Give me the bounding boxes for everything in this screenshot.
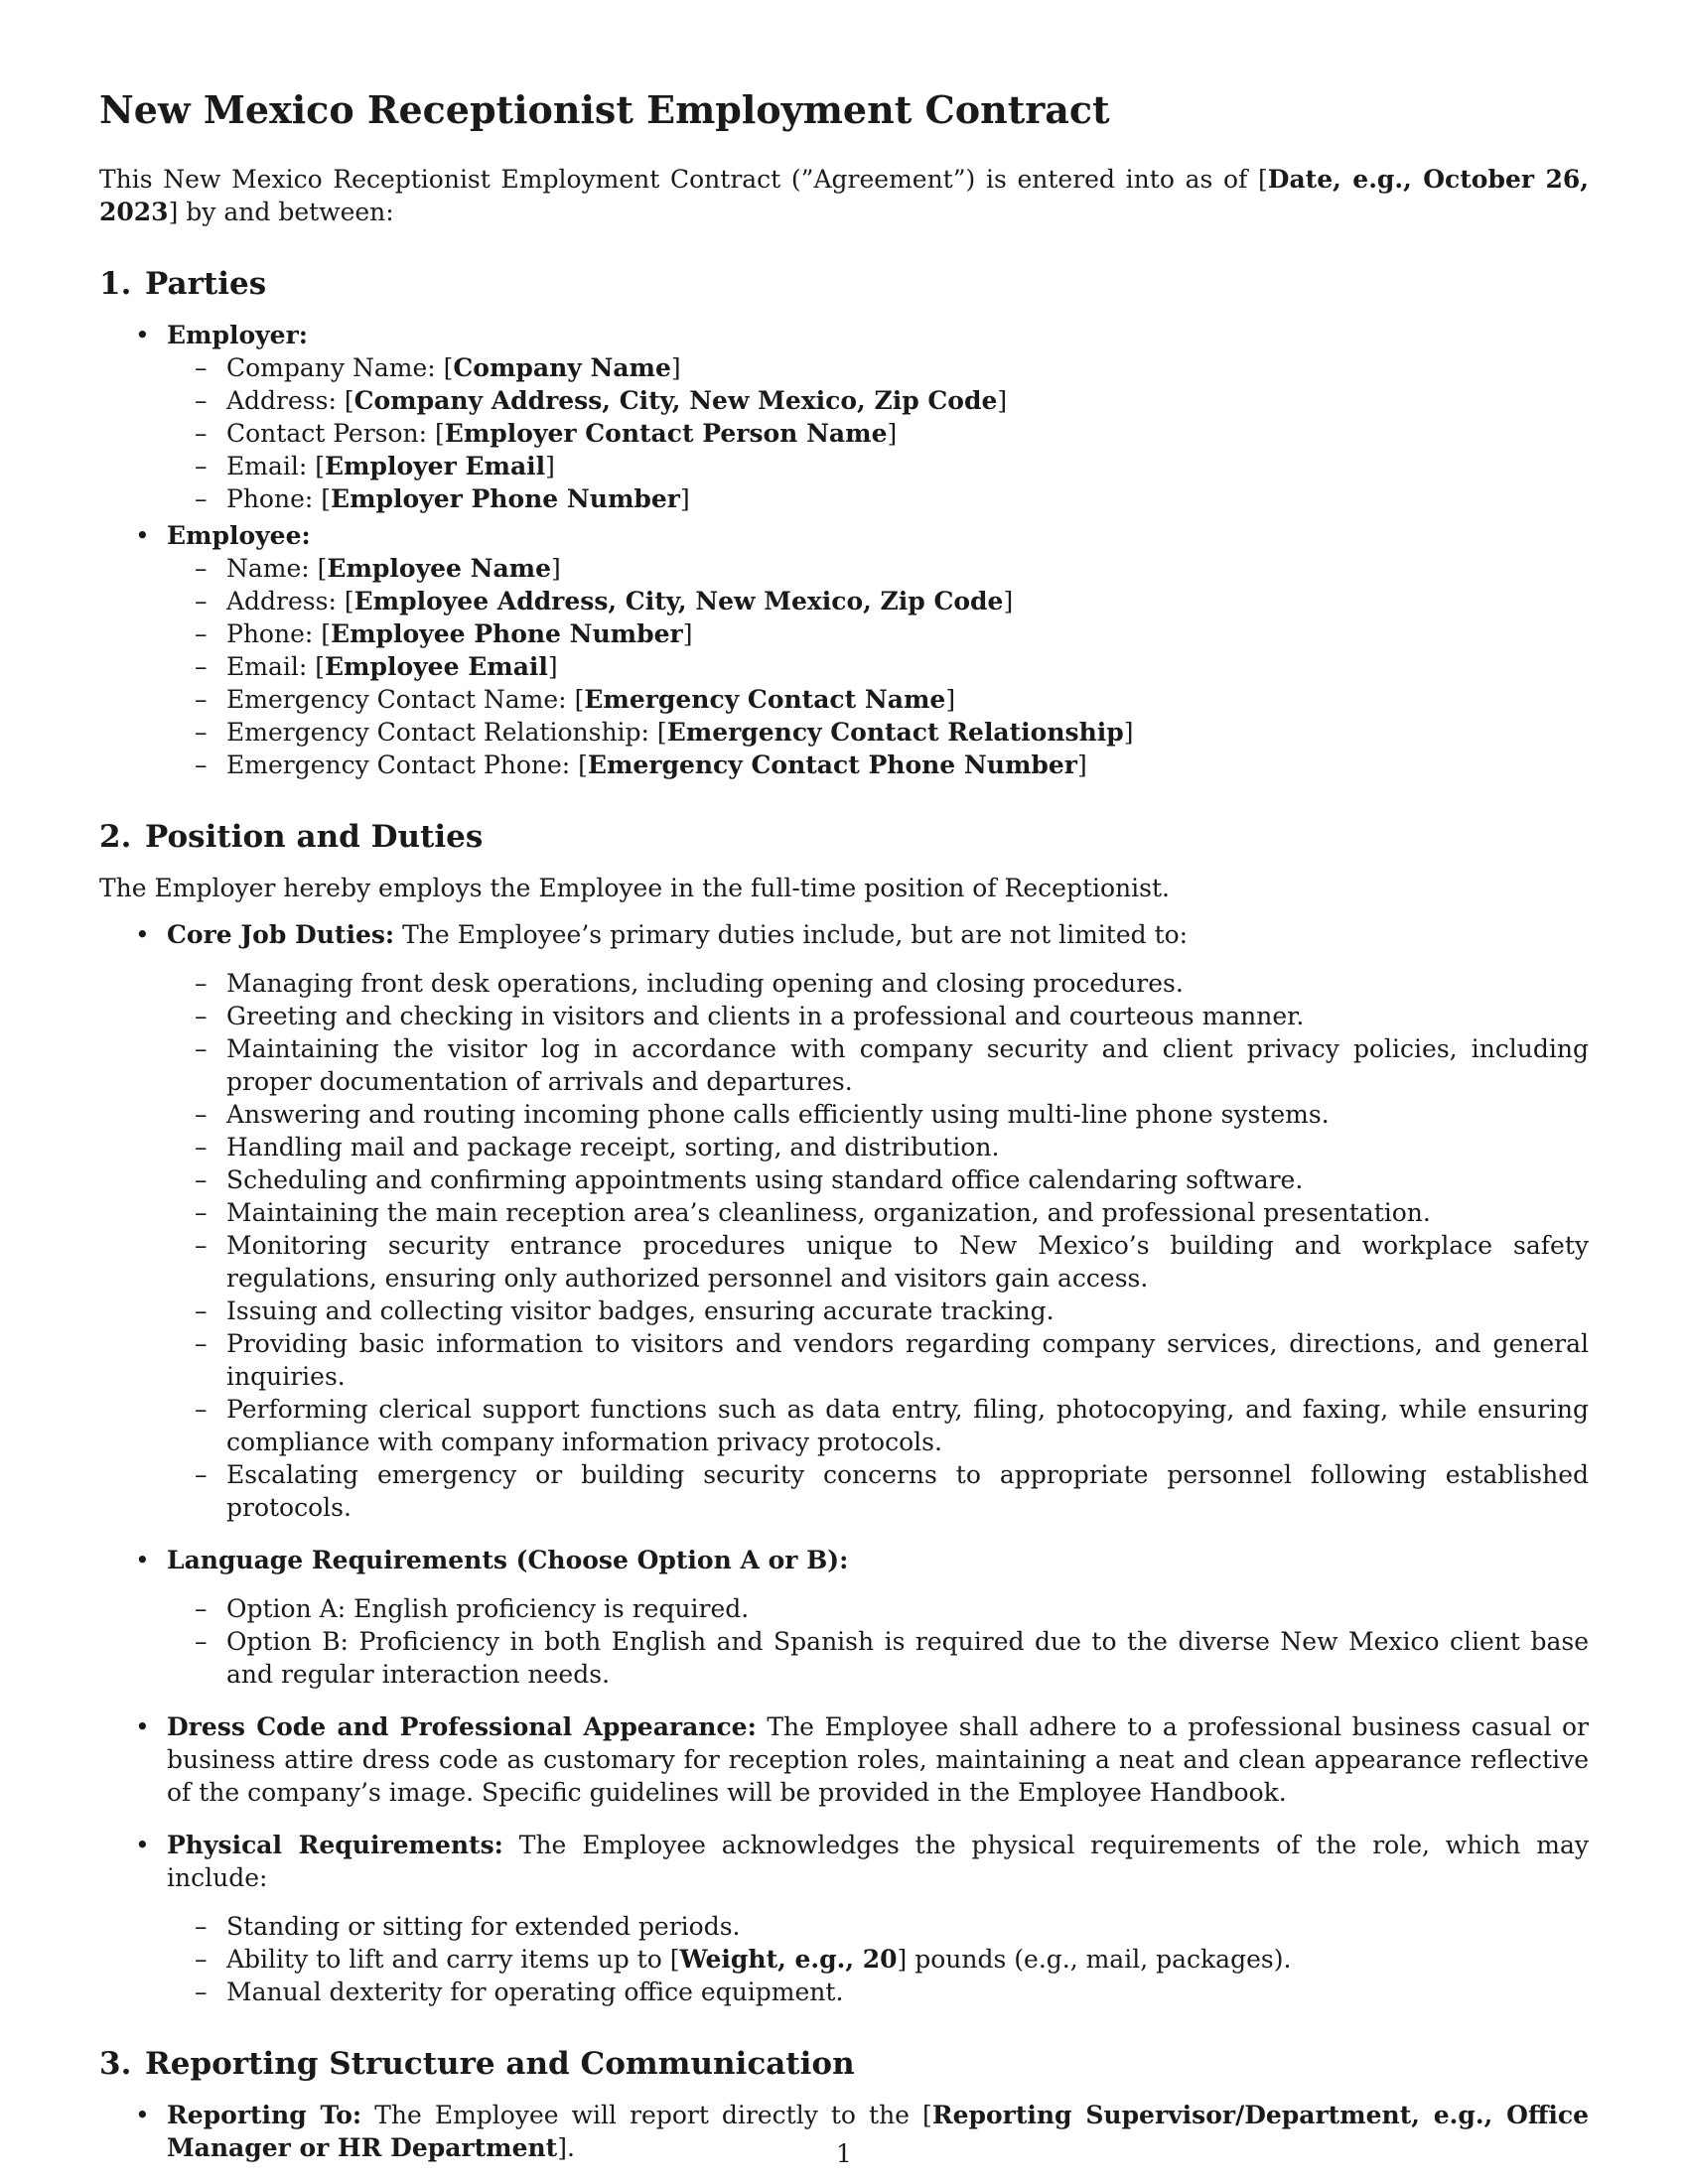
core-duties-text: The Employee’s primary duties include, but are not limited to: — [394, 919, 1189, 949]
field-label: Address: — [226, 385, 345, 415]
list-item: – Answering and routing incoming phone calls efficiently using multi-line phone systems. — [226, 1098, 1589, 1131]
physical-text: The Employee acknowledges the physical requirements of the role, which may include: — [167, 1830, 1589, 1892]
list-item: – Issuing and collecting visitor badges, ensuring accurate tracking. — [226, 1295, 1589, 1327]
list-item: – Standing or sitting for extended periods. — [226, 1910, 1589, 1943]
list-item: – Scheduling and confirming appointments using standard office calendaring software. — [226, 1163, 1589, 1196]
list-item: – Ability to lift and carry items up to [Weight, e.g., 20] pounds (e.g., mail, packages). — [226, 1943, 1589, 1976]
list-item: – Greeting and checking in visitors and clients in a professional and courteous manner. — [226, 1000, 1589, 1032]
physical-list — [167, 1910, 1589, 2008]
employee-label: Employee: — [167, 520, 311, 550]
list-item: – Monitoring security entrance procedures unique to New Mexico’s building and workplace safety regulations, ensuring only authorized personnel and visitors gain access. — [226, 1229, 1589, 1295]
list-item: – Handling mail and package receipt, sorting, and distribution. — [226, 1131, 1589, 1163]
list-item: – Emergency Contact Phone: [Emergency Contact Phone Number] — [226, 749, 1589, 781]
reporting-item: • Reporting To: The Employee will report directly to the [Reporting Supervisor/Department, e.g., Office Manager or HR Department]. — [167, 2099, 1589, 2164]
field-label: Phone: — [226, 618, 322, 648]
page-number: 1 — [836, 2139, 852, 2168]
section-number: 2. — [99, 818, 132, 855]
core-duties-list — [167, 967, 1589, 1524]
field-placeholder: Employer Email — [325, 451, 546, 480]
field-label: Emergency Contact Name: — [226, 684, 575, 714]
list-item: – Phone: [Employee Phone Number] — [226, 617, 1589, 650]
date-placeholder: Date, e.g., October 26, 2023 — [99, 164, 1589, 226]
list-item: – Address: [Employee Address, City, New Mexico, Zip Code] — [226, 585, 1589, 617]
field-label: Emergency Contact Relationship: — [226, 717, 657, 747]
list-item: – Option A: English proficiency is required. — [226, 1592, 1589, 1625]
field-label: Phone: — [226, 483, 322, 513]
field-placeholder: Emergency Contact Name — [584, 684, 946, 714]
list-item: – Address: [Company Address, City, New Mexico, Zip Code] — [226, 384, 1589, 417]
employer-item — [167, 319, 1589, 515]
core-duties-item — [167, 918, 1589, 1524]
section-number: 3. — [99, 2045, 132, 2082]
employer-label: Employer: — [167, 320, 308, 349]
parties-list — [99, 319, 1589, 781]
reporting-label: Reporting To: — [167, 2101, 362, 2130]
field-label: Email: — [226, 651, 316, 681]
field-placeholder: Emergency Contact Phone Number — [587, 750, 1077, 779]
list-item: – Maintaining the visitor log in accordance with company security and client privacy policies, including proper documentation of arrivals and departures. — [226, 1032, 1589, 1098]
intro-text-end: by and between: — [178, 197, 394, 226]
field-placeholder: Emergency Contact Relationship — [666, 717, 1124, 747]
physical-label: Physical Requirements: — [167, 1830, 503, 1859]
section-title: Parties — [145, 265, 267, 302]
dress-code-text: The Employee shall adhere to a professional business casual or business attire dress code as customary for reception roles, maintaining a neat and clean appearance reflective of the company’s image. Specific guidelines will be provided in the Employee Handbook. — [167, 1711, 1589, 1807]
field-placeholder: Employee Phone Number — [331, 618, 683, 648]
physical-item — [167, 1829, 1589, 2008]
list-item: – Option B: Proficiency in both English and Spanish is required due to the diverse New Mexico client base and regular interaction needs. — [226, 1625, 1589, 1691]
field-placeholder: Employee Email — [325, 651, 548, 681]
position-list — [99, 918, 1589, 2008]
list-item: – Escalating emergency or building security concerns to appropriate personnel following established protocols. — [226, 1458, 1589, 1524]
field-label: Contact Person: — [226, 418, 436, 448]
list-item: – Performing clerical support functions such as data entry, filing, photocopying, and faxing, while ensuring compliance with company information privacy protocols. — [226, 1393, 1589, 1458]
section-heading-position — [99, 819, 1589, 856]
language-options — [167, 1592, 1589, 1691]
list-item: – Company Name: [Company Name] — [226, 351, 1589, 384]
list-text: pounds (e.g., mail, packages). — [907, 1944, 1292, 1974]
list-item: – Emergency Contact Relationship: [Emergency Contact Relationship] — [226, 716, 1589, 749]
weight-placeholder: Weight, e.g., 20 — [679, 1944, 898, 1974]
list-item: – Managing front desk operations, including opening and closing procedures. — [226, 967, 1589, 1000]
field-placeholder: Company Name — [453, 352, 671, 382]
field-label: Email: — [226, 451, 316, 480]
list-text: Ability to lift and carry items up to — [226, 1944, 670, 1974]
field-placeholder: Employee Address, City, New Mexico, Zip Code — [353, 586, 1004, 615]
document-title: New Mexico Receptionist Employment Contract — [99, 87, 1110, 132]
list-item: – Manual dexterity for operating office equipment. — [226, 1976, 1589, 2008]
employer-details — [167, 351, 1589, 515]
reporting-end: . — [567, 2133, 575, 2163]
reporting-text: The Employee will report directly to the — [361, 2101, 923, 2130]
position-intro: The Employer hereby employs the Employee in the full-time position of Receptionist. — [99, 873, 1170, 902]
list-item: – Name: [Employee Name] — [226, 552, 1589, 585]
list-item: – Email: [Employee Email] — [226, 650, 1589, 683]
intro-text: This New Mexico Receptionist Employment Contract (”Agreement”) is entered into as of — [99, 164, 1259, 194]
list-item: – Phone: [Employer Phone Number] — [226, 482, 1589, 515]
section-number: 1. — [99, 265, 132, 302]
employee-details — [167, 552, 1589, 781]
intro-paragraph: This New Mexico Receptionist Employment Contract (”Agreement”) is entered into as of [Date, e.g., October 26, 2023] by and between: — [99, 164, 1589, 226]
field-placeholder: Employer Contact Person Name — [444, 418, 888, 448]
list-item: – Contact Person: [Employer Contact Person Name] — [226, 417, 1589, 450]
reporting-placeholder: Reporting Supervisor/Department, e.g., Office Manager or HR Department — [167, 2101, 1590, 2163]
field-placeholder: Employee Name — [327, 553, 552, 583]
core-duties-label: Core Job Duties: — [167, 919, 395, 949]
section-heading-reporting — [99, 2046, 1589, 2083]
field-label: Company Name: — [226, 352, 444, 382]
list-item: – Providing basic information to visitors and vendors regarding company services, directions, and general inquiries. — [226, 1327, 1589, 1393]
list-item: – Emergency Contact Name: [Emergency Contact Name] — [226, 683, 1589, 716]
list-item: – Email: [Employer Email] — [226, 450, 1589, 482]
section-title: Position and Duties — [145, 818, 484, 855]
section-heading-parties — [99, 266, 1589, 303]
field-label: Address: — [226, 586, 345, 615]
language-item — [167, 1544, 1589, 1691]
language-label: Language Requirements (Choose Option A or B): — [167, 1545, 849, 1574]
field-placeholder: Employer Phone Number — [331, 483, 680, 513]
dress-code-label: Dress Code and Professional Appearance: — [167, 1711, 757, 1741]
section-title: Reporting Structure and Communication — [145, 2045, 855, 2082]
list-item: – Maintaining the main reception area’s cleanliness, organization, and professional presentation. — [226, 1196, 1589, 1229]
dress-code-item — [167, 1710, 1589, 1809]
field-label: Name: — [226, 553, 318, 583]
field-label: Emergency Contact Phone: — [226, 750, 579, 779]
employee-item — [167, 519, 1589, 781]
field-placeholder: Company Address, City, New Mexico, Zip Code — [353, 385, 998, 415]
